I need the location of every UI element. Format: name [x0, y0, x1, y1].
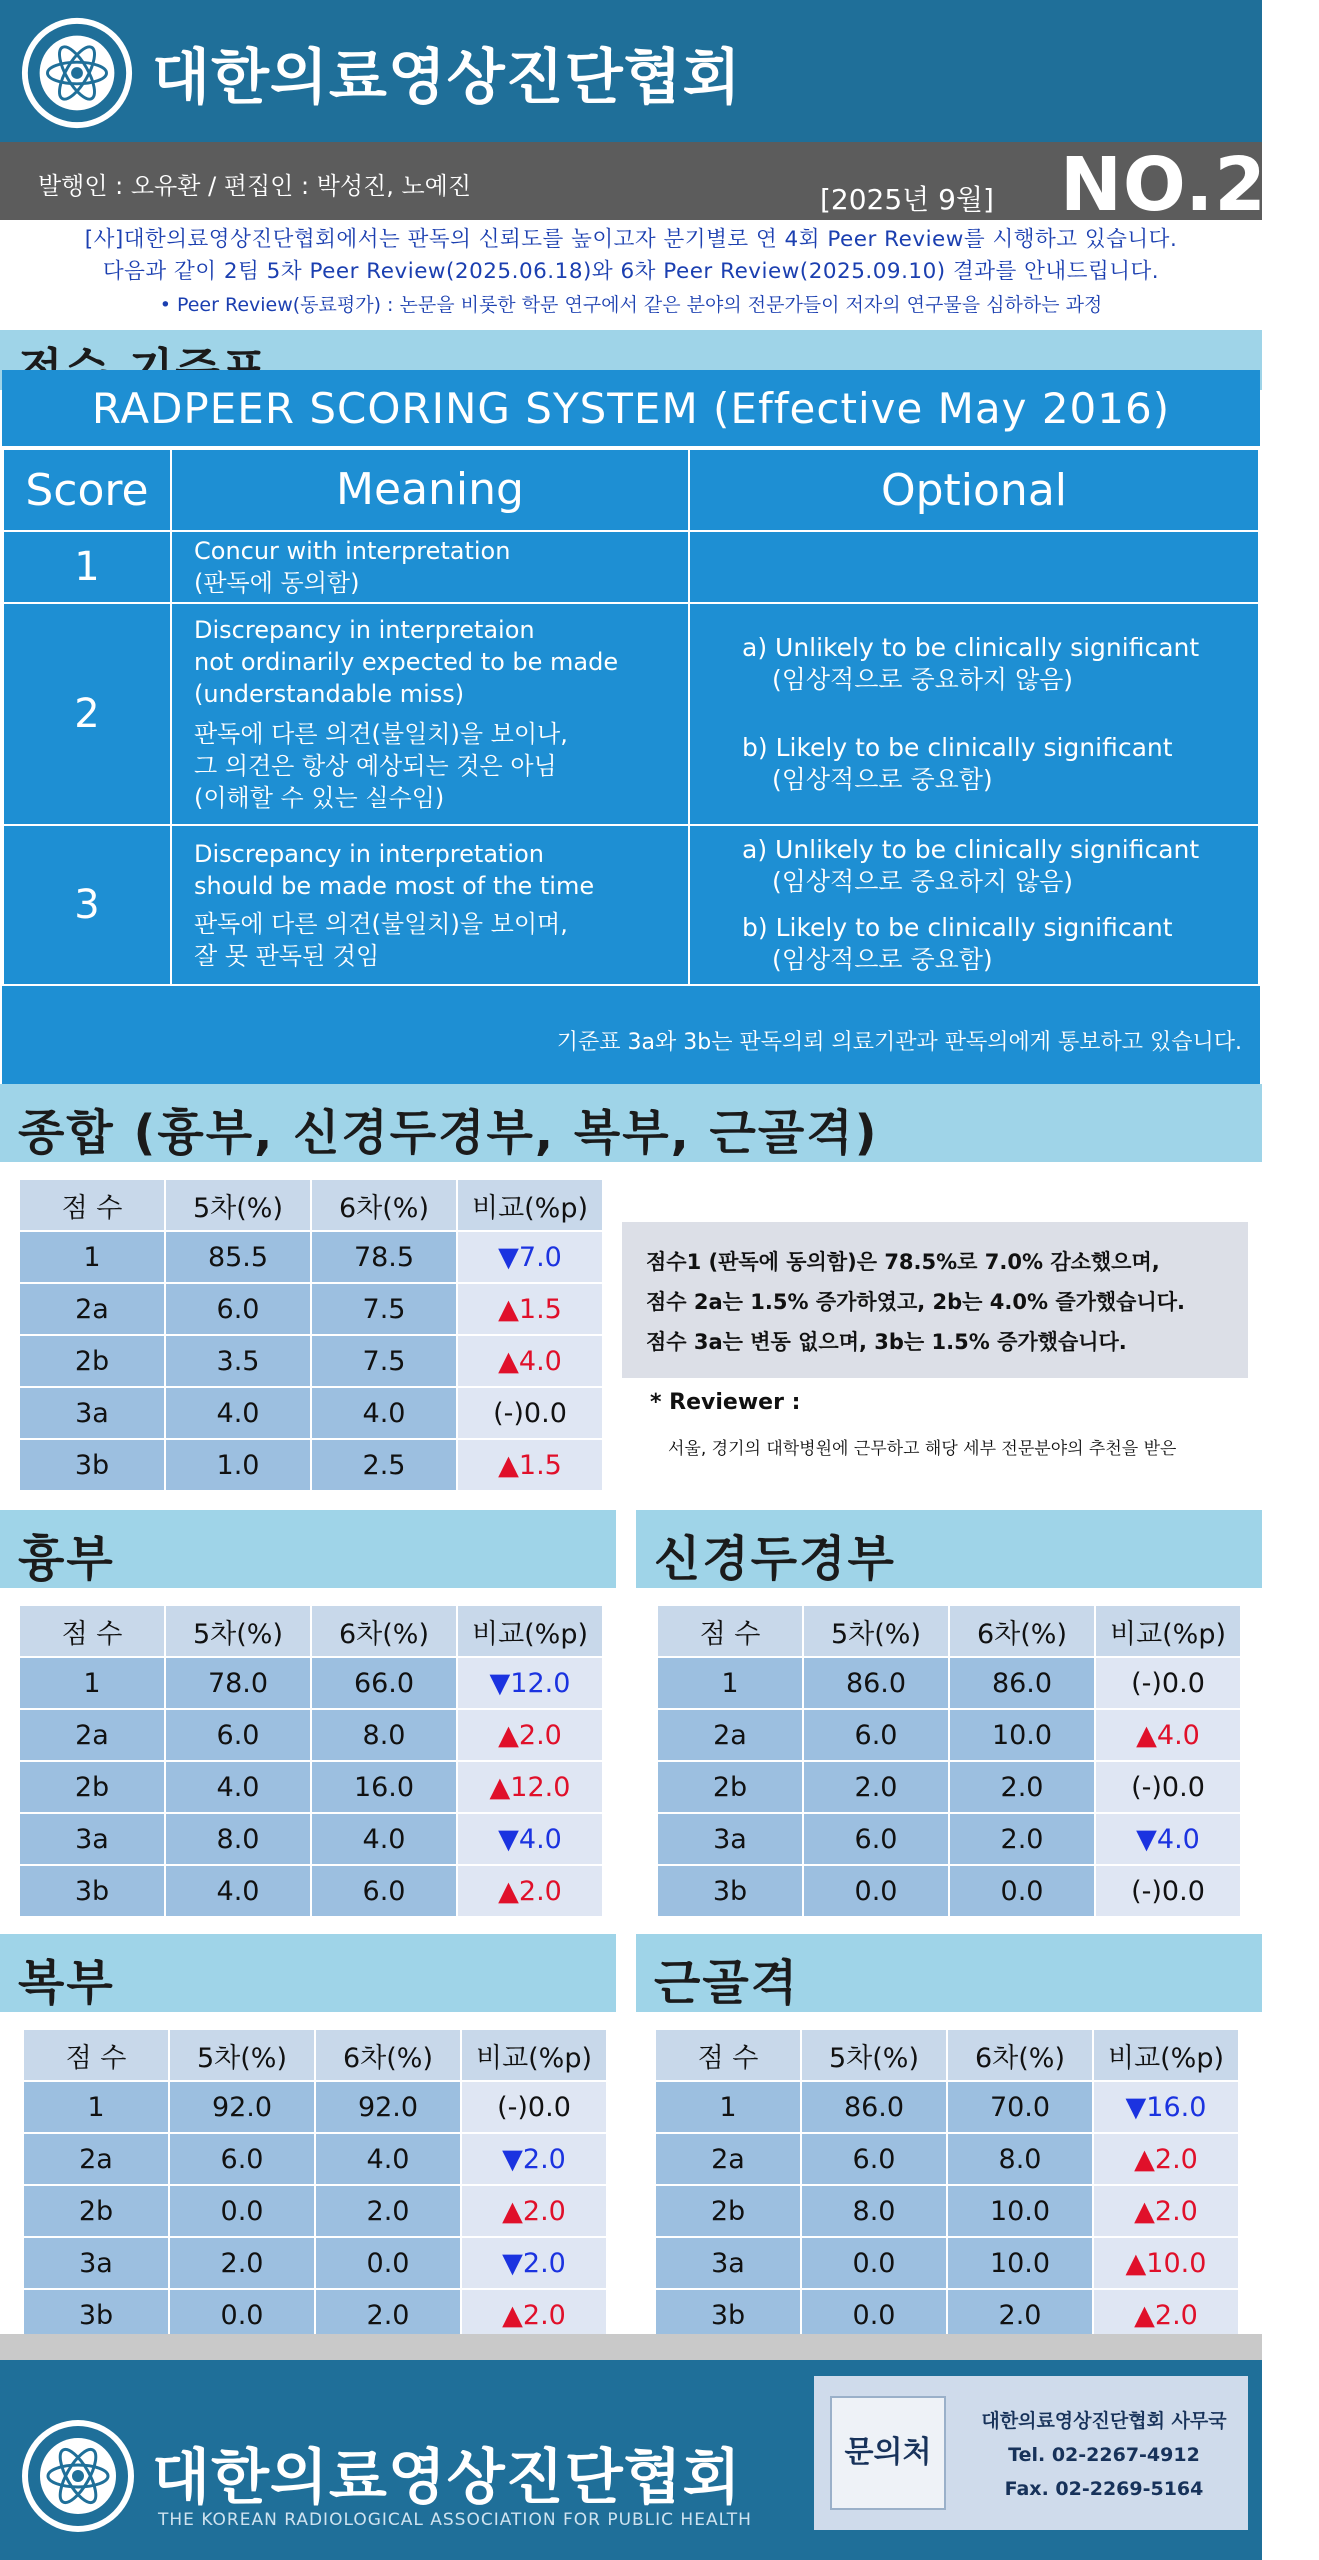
score-cell: 3a: [19, 1387, 165, 1439]
comparison-cell: [1095, 1761, 1241, 1813]
optional-2b-ko: (임상적으로 중요함): [772, 765, 993, 794]
col-header: 점 수: [19, 1605, 165, 1657]
rate-cell: 4.0: [311, 1387, 457, 1439]
comparison-cell: [457, 1283, 603, 1335]
table-row: [19, 1709, 603, 1761]
score-cell: 3b: [19, 1439, 165, 1491]
publisher-line: 발행인 : 오유환 / 편집인 : 박성진, 노예진: [38, 172, 472, 200]
table-row: [19, 1335, 603, 1387]
rate-cell: 7.5: [311, 1335, 457, 1387]
summary-line-1: 점수1 (판독에 동의함)은 78.5%로 7.0% 감소했으며,: [646, 1250, 1160, 1274]
score-cell: 3b: [19, 1865, 165, 1917]
comparison-value: (-)0.0: [1131, 1875, 1205, 1907]
table-row: [655, 2237, 1239, 2289]
table-row: [23, 2237, 607, 2289]
scoring-note: 기준표 3a와 3b는 판독의뢰 의료기관과 판독의에게 통보하고 있습니다.: [556, 1030, 1242, 1055]
comparison-cell: [1093, 2133, 1239, 2185]
rate-cell: 3.5: [165, 1335, 311, 1387]
contact-tel[interactable]: Tel. 02-2267-4912: [1008, 2444, 1200, 2466]
table-row: [657, 1865, 1241, 1917]
footer-org-title-en: THE KOREAN RADIOLOGICAL ASSOCIATION FOR PUBLIC HEALTH: [158, 2510, 752, 2530]
msk-table: [654, 2028, 1240, 2342]
col-header: 6차(%): [315, 2029, 461, 2081]
header-score: Score: [3, 449, 171, 531]
optional-1: [689, 531, 1259, 603]
overall-summary: [622, 1222, 1248, 1378]
intro-text: [0, 224, 1262, 320]
footer-divider: [0, 2334, 1262, 2360]
rate-cell: 10.0: [949, 1709, 1095, 1761]
rate-cell: 10.0: [947, 2185, 1093, 2237]
header-meaning: Meaning: [171, 449, 689, 531]
meaning-2-en-1: Discrepancy in interpretaion: [194, 616, 535, 644]
comparison-value: ▲2.0: [498, 1875, 562, 1907]
rate-cell: 85.5: [165, 1231, 311, 1283]
table-row: [23, 2185, 607, 2237]
comparison-cell: [1095, 1709, 1241, 1761]
col-header: 6차(%): [311, 1179, 457, 1231]
rate-cell: 0.0: [803, 1865, 949, 1917]
abdomen-table: [22, 2028, 608, 2342]
rate-cell: 0.0: [315, 2237, 461, 2289]
table-row: [657, 1761, 1241, 1813]
comparison-value: ▲2.0: [1134, 2143, 1198, 2175]
footer-org-title: 대한의료영상진단협회: [152, 2443, 742, 2513]
rate-cell: 6.0: [165, 1709, 311, 1761]
comparison-cell: [461, 2237, 607, 2289]
comparison-value: ▲4.0: [498, 1345, 562, 1377]
table-row: [19, 1439, 603, 1491]
comparison-value: ▲2.0: [1134, 2299, 1198, 2331]
meaning-3-en-1: Discrepancy in interpretation: [194, 840, 544, 868]
score-cell: 1: [19, 1657, 165, 1709]
footer-logo-icon: [18, 2416, 138, 2536]
score-cell: 3a: [655, 2237, 801, 2289]
rate-cell: 2.5: [311, 1439, 457, 1491]
optional-3: [689, 825, 1259, 985]
rate-cell: 10.0: [947, 2237, 1093, 2289]
rate-cell: 8.0: [165, 1813, 311, 1865]
rate-cell: 70.0: [947, 2081, 1093, 2133]
score-cell: 2b: [655, 2185, 801, 2237]
optional-3b: b) Likely to be clinically significant: [742, 913, 1173, 942]
score-cell: 3b: [23, 2289, 169, 2341]
overall-table: [18, 1178, 604, 1492]
rate-cell: 8.0: [311, 1709, 457, 1761]
col-header: 5차(%): [165, 1605, 311, 1657]
section-chest-band: [0, 1510, 616, 1588]
meaning-2-ko-3: (이해할 수 있는 실수임): [194, 784, 445, 812]
score-cell: 2b: [23, 2185, 169, 2237]
table-row: [23, 2133, 607, 2185]
meaning-3-ko-2: 잘 못 판독된 것임: [194, 942, 380, 970]
table-row: [19, 1657, 603, 1709]
rate-cell: 1.0: [165, 1439, 311, 1491]
rate-cell: 8.0: [947, 2133, 1093, 2185]
rate-cell: 0.0: [169, 2185, 315, 2237]
reviewer-heading: * Reviewer :: [650, 1390, 801, 1415]
association-logo-icon: [18, 14, 136, 132]
comparison-value: ▲1.5: [498, 1449, 562, 1481]
chest-table: [18, 1604, 604, 1918]
col-header: 5차(%): [801, 2029, 947, 2081]
score-cell: 1: [657, 1657, 803, 1709]
comparison-cell: [461, 2185, 607, 2237]
optional-2: [689, 603, 1259, 825]
table-row: [657, 1813, 1241, 1865]
score-cell: 3b: [657, 1865, 803, 1917]
meaning-1-en: Concur with interpretation: [194, 537, 511, 565]
col-header: 비교(%p): [1093, 2029, 1239, 2081]
header-bar: [0, 0, 1262, 142]
col-header: 비교(%p): [457, 1179, 603, 1231]
comparison-value: (-)0.0: [1131, 1771, 1205, 1803]
table-row: [23, 2081, 607, 2133]
rate-cell: 2.0: [949, 1813, 1095, 1865]
rate-cell: 92.0: [169, 2081, 315, 2133]
rate-cell: 4.0: [311, 1813, 457, 1865]
score-cell: 2b: [19, 1761, 165, 1813]
section-title-abdomen: 복부: [18, 1955, 115, 2011]
table-row: [19, 1761, 603, 1813]
section-title-msk: 근골격: [654, 1955, 800, 2011]
col-header: 비교(%p): [1095, 1605, 1241, 1657]
score-cell: 2a: [23, 2133, 169, 2185]
score-cell: 2a: [655, 2133, 801, 2185]
col-header: 5차(%): [169, 2029, 315, 2081]
col-header: 5차(%): [165, 1179, 311, 1231]
table-row: [19, 1387, 603, 1439]
section-neuro-band: [636, 1510, 1262, 1588]
rate-cell: 4.0: [165, 1761, 311, 1813]
col-header: 점 수: [655, 2029, 801, 2081]
meaning-3-en-2: should be made most of the time: [194, 872, 595, 900]
comparison-value: ▼16.0: [1125, 2091, 1207, 2123]
score-3: 3: [3, 825, 171, 985]
meaning-3: [171, 825, 689, 985]
comparison-value: ▼12.0: [489, 1667, 571, 1699]
meaning-1: [171, 531, 689, 603]
summary-line-2: 점수 2a는 1.5% 증가하였고, 2b는 4.0% 즐가했습니다.: [646, 1290, 1186, 1314]
comparison-value: (-)0.0: [497, 2091, 571, 2123]
score-cell: 2a: [19, 1283, 165, 1335]
score-cell: 3a: [657, 1813, 803, 1865]
table-row: [655, 2081, 1239, 2133]
rate-cell: 0.0: [949, 1865, 1095, 1917]
intro-line-1: [사]대한의료영상진단협회에서는 판독의 신뢰도를 높이고자 분기별로 연 4회 Peer Review를 시행하고 있습니다.: [84, 227, 1178, 252]
comparison-cell: [457, 1709, 603, 1761]
meaning-2-en-3: (understandable miss): [194, 680, 465, 708]
comparison-value: ▼4.0: [498, 1823, 562, 1855]
comparison-value: ▼2.0: [502, 2247, 566, 2279]
table-row: [19, 1231, 603, 1283]
comparison-value: ▼2.0: [502, 2143, 566, 2175]
contact-details: [968, 2404, 1240, 2506]
section-title-overall: 종합 (흉부, 신경두경부, 복부, 근골격): [18, 1105, 879, 1161]
meaning-2: [171, 603, 689, 825]
rate-cell: 0.0: [801, 2237, 947, 2289]
rate-cell: 92.0: [315, 2081, 461, 2133]
optional-3b-ko: (임상적으로 중요함): [772, 945, 993, 974]
table-row: [655, 2133, 1239, 2185]
score-cell: 2b: [19, 1335, 165, 1387]
rate-cell: 16.0: [311, 1761, 457, 1813]
radpeer-grid: [2, 448, 1260, 986]
comparison-cell: [1095, 1865, 1241, 1917]
col-header: 6차(%): [949, 1605, 1095, 1657]
rate-cell: 86.0: [949, 1657, 1095, 1709]
comparison-value: ▲2.0: [498, 1719, 562, 1751]
contact-fax: Fax. 02-2269-5164: [1004, 2478, 1204, 2500]
meaning-1-ko: (판독에 동의함): [194, 569, 360, 597]
score-cell: 3b: [655, 2289, 801, 2341]
score-cell: 1: [655, 2081, 801, 2133]
score-cell: 1: [19, 1231, 165, 1283]
contact-org: 대한의료영상진단협회 사무국: [981, 2410, 1227, 2432]
comparison-value: ▲2.0: [1134, 2195, 1198, 2227]
meaning-2-ko-1: 판독에 다른 의견(불일치)을 보이나,: [194, 720, 568, 748]
comparison-value: ▲1.5: [498, 1293, 562, 1325]
comparison-value: ▲12.0: [489, 1771, 571, 1803]
contact-box: [814, 2376, 1248, 2530]
score-cell: 3a: [23, 2237, 169, 2289]
comparison-cell: [457, 1335, 603, 1387]
rate-cell: 2.0: [315, 2289, 461, 2341]
rate-cell: 6.0: [803, 1709, 949, 1761]
comparison-cell: [461, 2081, 607, 2133]
comparison-cell: [1093, 2081, 1239, 2133]
optional-3a-ko: (임상적으로 중요하지 않음): [772, 867, 1074, 896]
table-row: [19, 1283, 603, 1335]
optional-2b: b) Likely to be clinically significant: [742, 733, 1173, 762]
col-header: 6차(%): [311, 1605, 457, 1657]
score-cell: 1: [23, 2081, 169, 2133]
rate-cell: 6.0: [311, 1865, 457, 1917]
col-header: 6차(%): [947, 2029, 1093, 2081]
table-row: [657, 1709, 1241, 1761]
rate-cell: 7.5: [311, 1283, 457, 1335]
meaning-2-en-2: not ordinarily expected to be made: [194, 648, 619, 676]
col-header: 점 수: [23, 2029, 169, 2081]
table-row: [19, 1865, 603, 1917]
comparison-cell: [1093, 2185, 1239, 2237]
comparison-value: ▲4.0: [1136, 1719, 1200, 1751]
rate-cell: 6.0: [169, 2133, 315, 2185]
score-cell: 2a: [19, 1709, 165, 1761]
rate-cell: 86.0: [803, 1657, 949, 1709]
col-header: 5차(%): [803, 1605, 949, 1657]
score-cell: 2a: [657, 1709, 803, 1761]
rate-cell: 86.0: [801, 2081, 947, 2133]
table-row: [657, 1657, 1241, 1709]
rate-cell: 2.0: [949, 1761, 1095, 1813]
summary-line-3: 점수 3a는 변동 없으며, 3b는 1.5% 증가했습니다.: [646, 1330, 1127, 1354]
rate-cell: 4.0: [315, 2133, 461, 2185]
rate-cell: 2.0: [169, 2237, 315, 2289]
comparison-cell: [457, 1231, 603, 1283]
optional-2a: a) Unlikely to be clinically significant: [742, 633, 1200, 662]
col-header: 비교(%p): [461, 2029, 607, 2081]
comparison-cell: [457, 1657, 603, 1709]
reviewer-text: 서울, 경기의 대학병원에 근무하고 해당 세부 전문분야의 추천을 받은: [668, 1439, 1177, 1459]
comparison-value: ▼4.0: [1136, 1823, 1200, 1855]
comparison-cell: [457, 1439, 603, 1491]
score-cell: 2b: [657, 1761, 803, 1813]
section-title-chest: 흉부: [18, 1531, 115, 1587]
rate-cell: 0.0: [169, 2289, 315, 2341]
section-abdomen-band: [0, 1934, 616, 2012]
section-title-neuro: 신경두경부: [654, 1531, 896, 1587]
comparison-cell: [1095, 1813, 1241, 1865]
table-row: [19, 1813, 603, 1865]
contact-label: 문의처: [830, 2396, 946, 2510]
optional-2a-ko: (임상적으로 중요하지 않음): [772, 665, 1074, 694]
rate-cell: 78.5: [311, 1231, 457, 1283]
comparison-cell: [1095, 1657, 1241, 1709]
comparison-value: ▲2.0: [502, 2195, 566, 2227]
comparison-cell: [457, 1761, 603, 1813]
rate-cell: 2.0: [803, 1761, 949, 1813]
table-row: [655, 2185, 1239, 2237]
rate-cell: 4.0: [165, 1865, 311, 1917]
meaning-2-ko-2: 그 의견은 항상 예상되는 것은 아님: [194, 752, 557, 780]
comparison-cell: [457, 1865, 603, 1917]
intro-line-2: 다음과 같이 2팀 5차 Peer Review(2025.06.18)와 6차 Peer Review(2025.09.10) 결과를 안내드립니다.: [102, 259, 1160, 284]
rate-cell: 6.0: [165, 1283, 311, 1335]
comparison-cell: [457, 1387, 603, 1439]
section-overall-band: [0, 1084, 1262, 1162]
comparison-value: ▼7.0: [498, 1241, 562, 1273]
issue-number: NO.29: [1060, 142, 1319, 228]
rate-cell: 6.0: [803, 1813, 949, 1865]
rate-cell: 6.0: [801, 2133, 947, 2185]
section-msk-band: [636, 1934, 1262, 2012]
comparison-value: ▲10.0: [1125, 2247, 1207, 2279]
issue-date: [2025년 9월]: [820, 183, 994, 216]
col-header: 점 수: [19, 1179, 165, 1231]
col-header: 비교(%p): [457, 1605, 603, 1657]
neuro-table: [656, 1604, 1242, 1918]
comparison-value: (-)0.0: [493, 1397, 567, 1429]
rate-cell: 66.0: [311, 1657, 457, 1709]
header-optional: Optional: [689, 449, 1259, 531]
comparison-cell: [461, 2133, 607, 2185]
rate-cell: 4.0: [165, 1387, 311, 1439]
meaning-3-ko-1: 판독에 다른 의견(불일치)을 보이며,: [194, 910, 568, 938]
score-1: 1: [3, 531, 171, 603]
comparison-value: ▲2.0: [502, 2299, 566, 2331]
comparison-cell: [457, 1813, 603, 1865]
rate-cell: 78.0: [165, 1657, 311, 1709]
rate-cell: 2.0: [947, 2289, 1093, 2341]
org-title: 대한의료영상진단협회: [152, 43, 742, 113]
score-2: 2: [3, 603, 171, 825]
rate-cell: 2.0: [315, 2185, 461, 2237]
rate-cell: 8.0: [801, 2185, 947, 2237]
optional-3a: a) Unlikely to be clinically significant: [742, 835, 1200, 864]
comparison-cell: [1093, 2237, 1239, 2289]
radpeer-table: [2, 370, 1260, 1084]
radpeer-title: RADPEER SCORING SYSTEM (Effective May 2016): [2, 370, 1260, 448]
col-header: 점 수: [657, 1605, 803, 1657]
rate-cell: 0.0: [801, 2289, 947, 2341]
score-cell: 3a: [19, 1813, 165, 1865]
intro-line-3: • Peer Review(동료평가) : 논문을 비롯한 학문 연구에서 같은 분야의 전문가들이 저자의 연구물을 심하하는 과정: [159, 294, 1103, 316]
comparison-value: (-)0.0: [1131, 1667, 1205, 1699]
publisher-bar: [0, 142, 1319, 228]
